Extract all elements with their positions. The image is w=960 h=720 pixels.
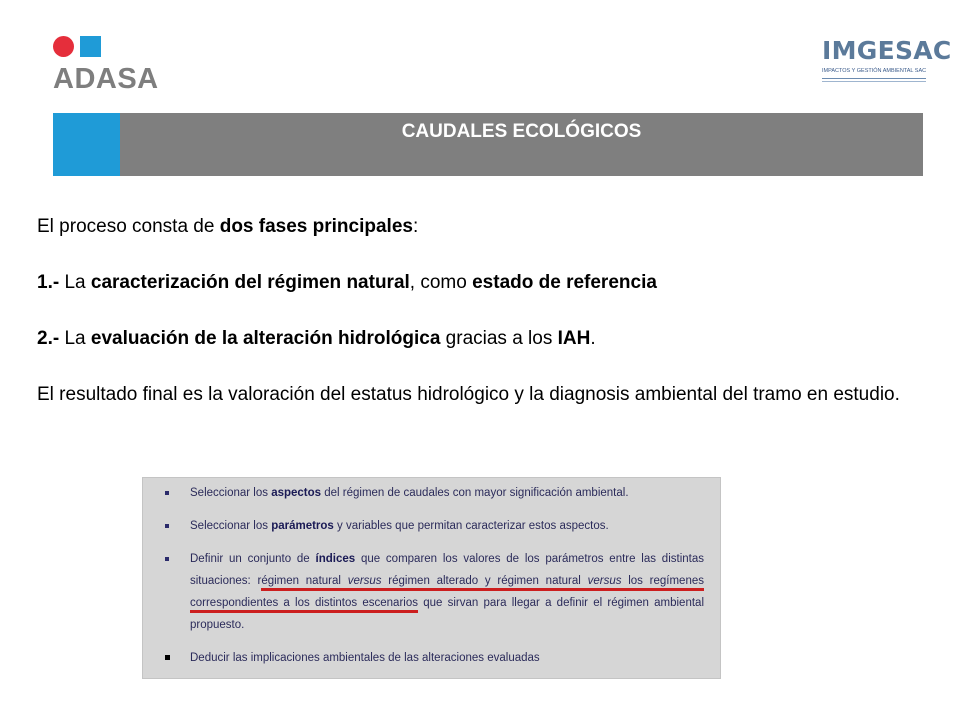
banner-accent — [53, 113, 120, 176]
steps-figure: Seleccionar los aspectos del régimen de caudales con mayor significación ambiental. Seleccionar los parámetros y variables que permitan caracterizar estos aspectos. Definir un conjunto de índices que comparen los valores de los parámetros entre las distintas situaciones: régimen natural versus régimen alterado y régimen natural versus los regímenes correspondientes a los distintos escenarios que sirvan para llegar a definir el régimen ambiental propuesto. Deducir las implicaciones ambientales de las alteraciones evaluadas — [142, 477, 721, 679]
bullet-icon — [165, 524, 169, 528]
adasa-wordmark: ADASA — [53, 63, 159, 95]
bullet-icon — [165, 491, 169, 495]
slide-title: CAUDALES ECOLÓGICOS — [401, 121, 642, 142]
blue-square-icon — [80, 36, 101, 57]
imgesac-logo — [822, 36, 952, 82]
slide-body — [37, 213, 929, 408]
conclusion-paragraph: El resultado final es la valoración del estatus hidrológico y la diagnosis ambiental del tramo en estudio. — [37, 384, 900, 405]
bullet-icon — [165, 557, 169, 561]
intro-line: El proceso consta de dos fases principales: — [37, 216, 419, 237]
highlight-underline: égimen natural versus régimen alterado y régimen natural versus los regímenes correspondientes a los distintos escenarios — [190, 575, 704, 613]
bullet-icon — [165, 655, 170, 660]
red-circle-icon — [53, 36, 74, 57]
phase-2-line: 2.- La evaluación de la alteración hidrológica gracias a los IAH. — [37, 328, 596, 349]
imgesac-tagline: IMPACTOS Y GESTIÓN AMBIENTAL SAC — [822, 68, 927, 74]
imgesac-wordmark: IMGESAC — [822, 36, 952, 65]
phase-1-line: 1.- La caracterización del régimen natural, como estado de referencia — [37, 272, 657, 293]
divider — [822, 78, 926, 79]
title-banner — [53, 113, 923, 176]
divider — [822, 81, 926, 82]
